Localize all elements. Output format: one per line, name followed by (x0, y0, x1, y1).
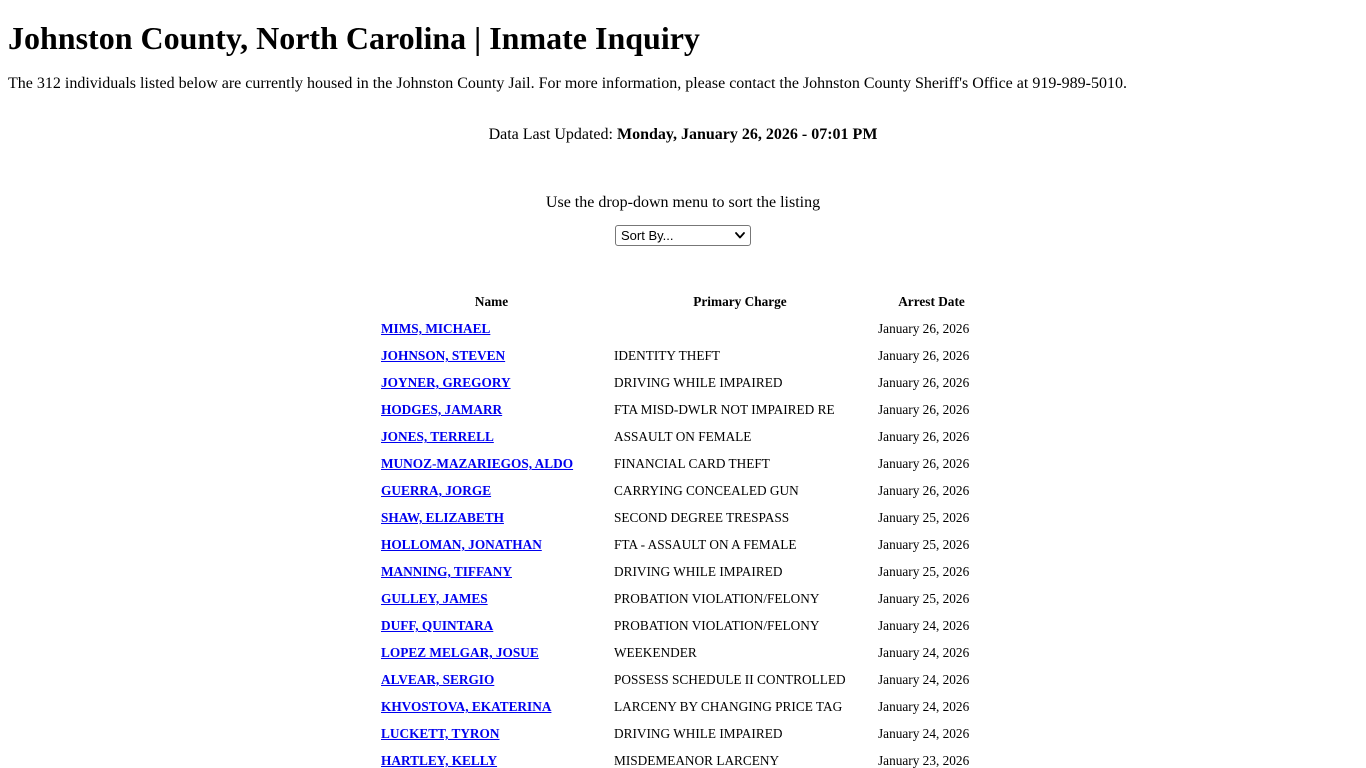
name-cell (376, 370, 607, 395)
name-cell (376, 613, 607, 638)
table-row (376, 586, 990, 611)
table-row (376, 748, 990, 768)
name-cell (376, 343, 607, 368)
sort-select-wrap (615, 225, 751, 246)
primary-charge-cell: PROBATION VIOLATION/FELONY (614, 591, 820, 606)
arrest-date-cell: January 26, 2026 (878, 483, 970, 498)
arrest-date-cell: January 23, 2026 (878, 753, 970, 768)
table-row (376, 451, 990, 476)
inmate-name-link[interactable]: HOLLOMAN, JONATHAN (381, 537, 542, 552)
primary-charge-cell: DRIVING WHILE IMPAIRED (614, 726, 783, 741)
sort-by-select[interactable] (615, 225, 751, 246)
table-row (376, 640, 990, 665)
updated-label: Data Last Updated: (488, 126, 617, 143)
table-row (376, 721, 990, 746)
primary-charge-cell: DRIVING WHILE IMPAIRED (614, 564, 783, 579)
inmate-name-link[interactable]: MIMS, MICHAEL (381, 321, 491, 336)
page-container (8, 20, 1358, 768)
table-row (376, 424, 990, 449)
updated-value: Monday, January 26, 2026 - 07:01 PM (616, 126, 878, 143)
table-row (376, 694, 990, 719)
name-cell (376, 640, 607, 665)
primary-charge-cell: PROBATION VIOLATION/FELONY (614, 618, 820, 633)
table-row (376, 478, 990, 503)
primary-charge-cell: LARCENY BY CHANGING PRICE TAG (614, 699, 843, 714)
arrest-date-cell: January 26, 2026 (878, 402, 970, 417)
name-cell (376, 721, 607, 746)
data-last-updated (8, 126, 1358, 144)
primary-charge-cell: WEEKENDER (614, 645, 697, 660)
inmate-name-link[interactable]: MANNING, TIFFANY (381, 564, 512, 579)
primary-charge-cell: DRIVING WHILE IMPAIRED (614, 375, 783, 390)
primary-charge-cell: FINANCIAL CARD THEFT (614, 456, 770, 471)
header-row (376, 289, 990, 314)
arrest-date-cell: January 25, 2026 (878, 564, 970, 579)
table-row (376, 505, 990, 530)
primary-charge-cell: SECOND DEGREE TRESPASS (614, 510, 790, 525)
table-row (376, 316, 990, 341)
table-row (376, 397, 990, 422)
inmate-table-body (376, 316, 990, 768)
inmate-name-link[interactable]: HARTLEY, KELLY (381, 753, 498, 768)
table-row (376, 667, 990, 692)
arrest-date-cell: January 25, 2026 (878, 510, 970, 525)
sort-select-row (8, 225, 1358, 246)
name-cell (376, 667, 607, 692)
arrest-date-cell: January 24, 2026 (878, 726, 970, 741)
arrest-date-cell: January 24, 2026 (878, 618, 970, 633)
arrest-date-cell: January 26, 2026 (878, 348, 970, 363)
inmate-name-link[interactable]: GULLEY, JAMES (381, 591, 488, 606)
primary-charge-cell: IDENTITY THEFT (614, 348, 720, 363)
arrest-date-cell: January 25, 2026 (878, 537, 970, 552)
inmate-name-link[interactable]: GUERRA, JORGE (381, 483, 492, 498)
arrest-date-cell: January 26, 2026 (878, 321, 970, 336)
column-header-arrest-date: Arrest Date (898, 294, 965, 309)
arrest-date-cell: January 26, 2026 (878, 429, 970, 444)
inmate-name-link[interactable]: MUNOZ-MAZARIEGOS, ALDO (381, 456, 574, 471)
inmate-name-link[interactable]: JONES, TERRELL (381, 429, 494, 444)
inmate-name-link[interactable]: JOYNER, GREGORY (381, 375, 511, 390)
primary-charge-cell (609, 316, 871, 341)
sort-instruction: Use the drop-down menu to sort the listing (545, 194, 821, 211)
inmate-name-link[interactable]: ALVEAR, SERGIO (381, 672, 495, 687)
name-cell (376, 316, 607, 341)
table-row (376, 559, 990, 584)
primary-charge-cell: FTA - ASSAULT ON A FEMALE (614, 537, 797, 552)
inmate-name-link[interactable]: DUFF, QUINTARA (381, 618, 494, 633)
primary-charge-cell: MISDEMEANOR LARCENY (614, 753, 780, 768)
primary-charge-cell: FTA MISD-DWLR NOT IMPAIRED RE (614, 402, 835, 417)
inmate-name-link[interactable]: HODGES, JAMARR (381, 402, 503, 417)
inmate-table-head (376, 289, 990, 314)
table-row (376, 613, 990, 638)
table-row (376, 343, 990, 368)
primary-charge-cell: POSSESS SCHEDULE II CONTROLLED (614, 672, 846, 687)
name-cell (376, 397, 607, 422)
primary-charge-cell: ASSAULT ON FEMALE (614, 429, 752, 444)
arrest-date-cell: January 25, 2026 (878, 591, 970, 606)
column-header-name: Name (474, 294, 509, 309)
name-cell (376, 478, 607, 503)
arrest-date-cell: January 26, 2026 (878, 456, 970, 471)
table-row (376, 532, 990, 557)
intro-text: The 312 individuals listed below are currently housed in the Johnston County Jail. For more information, please contact the Johnston County Sheriff's Office at 919-989-5010. (8, 75, 1127, 92)
inmate-name-link[interactable]: LOPEZ MELGAR, JOSUE (381, 645, 539, 660)
column-header-primary-charge: Primary Charge (693, 294, 787, 309)
name-cell (376, 694, 607, 719)
inmate-name-link[interactable]: KHVOSTOVA, EKATERINA (381, 699, 552, 714)
table-row (376, 370, 990, 395)
name-cell (376, 532, 607, 557)
name-cell (376, 451, 607, 476)
inmate-table (374, 287, 992, 768)
name-cell (376, 748, 607, 768)
inmate-name-link[interactable]: JOHNSON, STEVEN (381, 348, 506, 363)
name-cell (376, 586, 607, 611)
name-cell (376, 559, 607, 584)
arrest-date-cell: January 26, 2026 (878, 375, 970, 390)
name-cell (376, 505, 607, 530)
inmate-name-link[interactable]: SHAW, ELIZABETH (381, 510, 504, 525)
name-cell (376, 424, 607, 449)
primary-charge-cell: CARRYING CONCEALED GUN (614, 483, 799, 498)
arrest-date-cell: January 24, 2026 (878, 699, 970, 714)
inmate-name-link[interactable]: LUCKETT, TYRON (381, 726, 500, 741)
arrest-date-cell: January 24, 2026 (878, 672, 970, 687)
arrest-date-cell: January 24, 2026 (878, 645, 970, 660)
page-title: Johnston County, North Carolina | Inmate Inquiry (8, 20, 700, 56)
